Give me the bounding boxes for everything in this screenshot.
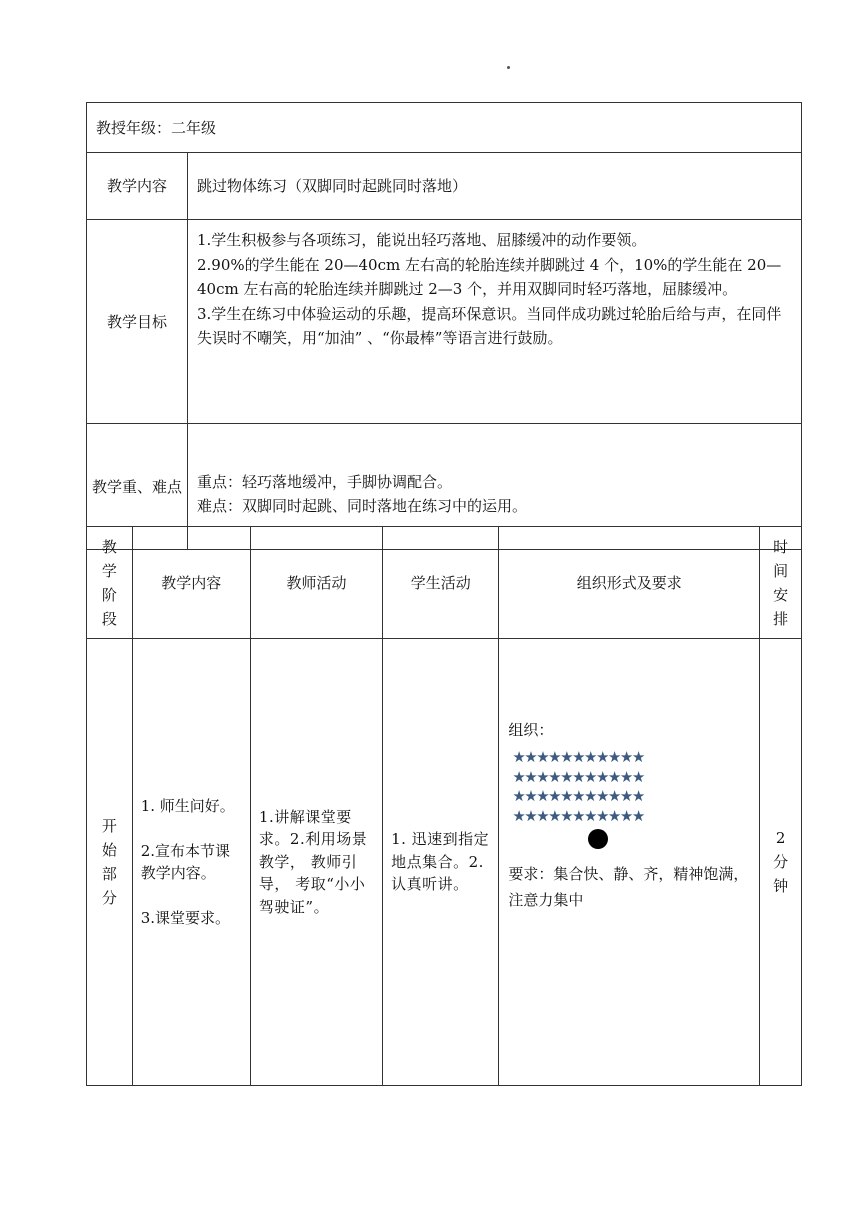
content-row — [87, 153, 802, 220]
student-row-stars-icon: ★★★★★★★★★★★ — [512, 748, 644, 766]
content-label: 教学内容 — [87, 153, 188, 220]
key-point: 重点：轻巧落地缓冲，手脚协调配合。 — [197, 472, 453, 491]
stage-cell: 开始部分 — [87, 639, 133, 1086]
goals-label: 教学目标 — [87, 220, 188, 424]
goals-row — [87, 220, 802, 424]
page-dot — [507, 66, 510, 69]
header-organization: 组织形式及要求 — [499, 527, 760, 639]
formation-diagram — [512, 748, 751, 849]
time-cell: 2分钟 — [760, 639, 802, 1086]
student-cell — [383, 639, 499, 1086]
lesson-row — [87, 639, 802, 1086]
header-content: 教学内容 — [132, 527, 250, 639]
keys-label: 教学重、难点 — [87, 424, 188, 550]
grade-row — [87, 103, 802, 153]
student-activity: 1. 迅速到指定地点集合。2.认真听讲。 — [391, 830, 490, 894]
content-item: 2.宣布本节课教学内容。 — [140, 841, 231, 882]
content-item: 1. 师生问好。 — [140, 797, 235, 815]
student-row-stars-icon: ★★★★★★★★★★★ — [512, 806, 644, 825]
difficulty-point: 难点：双脚同时起跳、同时落地在练习中的运用。 — [197, 496, 528, 515]
student-row-stars-icon: ★★★★★★★★★★★ — [512, 787, 644, 805]
header-teacher: 教师活动 — [250, 527, 382, 639]
requirement-text: 要求：集合快、静、齐，精神饱满，注意力集中 — [508, 865, 749, 909]
content-cell — [132, 639, 250, 1086]
teacher-activity: 1.讲解课堂要求。2.利用场景教学， 教师引导， 考取“小小驾驶证”。 — [258, 807, 368, 916]
header-row — [87, 527, 802, 639]
org-label: 组织： — [508, 721, 554, 739]
lesson-plan-table — [86, 526, 802, 1086]
lesson-info-table — [86, 102, 802, 550]
goal-item: 2.90%的学生能在 20—40cm 左右高的轮胎连续并脚跳过 4 个，10%的学生能在 20—40cm 左右高的轮胎连续并脚跳过 2—3 个，并用双脚同时轻巧落地，屈膝缓冲。 — [197, 255, 782, 298]
teacher-position-icon — [588, 829, 608, 849]
goal-item: 1.学生积极参与各项练习，能说出轻巧落地、屈膝缓冲的动作要领。 — [197, 231, 647, 249]
content-item: 3.课堂要求。 — [140, 908, 231, 927]
header-student: 学生活动 — [383, 527, 499, 639]
goals-list — [188, 220, 802, 424]
grade-text: 教授年级：二年级 — [87, 103, 802, 153]
teacher-cell — [250, 639, 382, 1086]
header-time: 时间安排 — [760, 527, 802, 639]
goal-item: 3.学生在练习中体验运动的乐趣，提高环保意识。当同伴成功跳过轮胎后给与声，在同伴失误时不嘲笑，用“加油” 、“你最棒”等语言进行鼓励。 — [197, 304, 782, 347]
header-stage: 教学阶段 — [87, 527, 133, 639]
student-row-stars-icon: ★★★★★★★★★★★ — [512, 767, 644, 786]
content-value: 跳过物体练习（双脚同时起跳同时落地） — [188, 153, 802, 220]
organization-cell — [499, 639, 760, 1086]
